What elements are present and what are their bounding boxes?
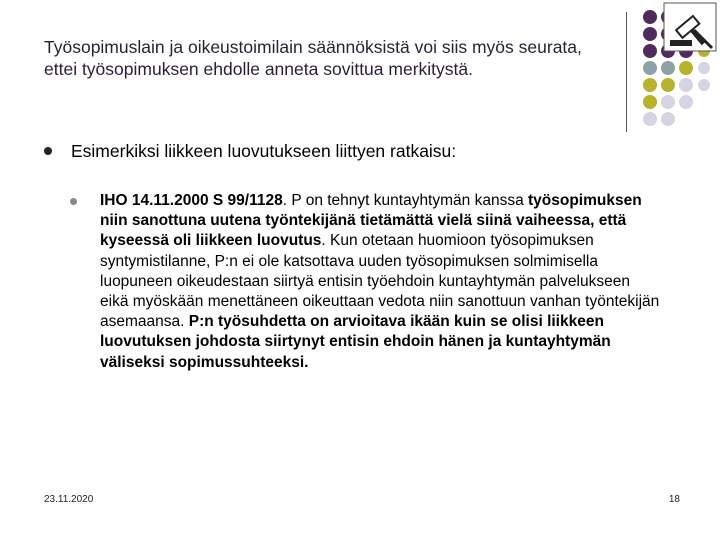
dot: [698, 79, 710, 91]
gavel-icon: [664, 3, 716, 52]
slide-title: Työsopimuslain ja oikeustoimilain säännöksistä voi siis myös seurata, ettei työsopimuksen ehdolle anneta sovittua merkitystä.: [44, 37, 582, 79]
dot: [661, 95, 675, 109]
case-text: . Kun otetaan huomioon työsopimuksen syntymistilanne, P:n ei ole katsottava uuden työsopimuksen solmimisella luopuneen oikeudestaan siirtyä entisin työehdoin kuntayhtymän palvelukseen eikä myöskään menettäneen oikeuttaan vedota niin sanottuun vanhan työntekijän asemaansa.: [100, 232, 660, 331]
dot: [679, 61, 693, 75]
dot: [643, 61, 657, 75]
dot: [661, 78, 675, 92]
bullet-marker: [44, 147, 52, 155]
page-number: 18: [668, 494, 680, 505]
case-emphasis: työsopimuksen niin sanottuna uutena työntekijänä tietämättä vielä siinä vaiheessa, että kyseessä oli liikkeen luovutus: [100, 192, 642, 250]
dot: [698, 62, 710, 74]
footer-date: 23.11.2020: [44, 494, 94, 505]
dot: [643, 112, 657, 126]
dot: [643, 10, 657, 24]
decorative-dot-grid: [0, 0, 720, 130]
dot: [643, 44, 657, 58]
bullet-level2-text: [100, 191, 660, 373]
case-conclusion: P:n työsuhdetta on arvioitava ikään kuin se olisi liikkeen luovutuksen johdosta siirtynyt entisin ehdoin hänen ja kuntayhtymän väliseksi sopimussuhteeksi.: [100, 313, 611, 371]
dot: [643, 78, 657, 92]
dot: [679, 95, 693, 109]
bullet-marker: [70, 198, 77, 205]
bullet-level1-text: Esimerkiksi liikkeen luovutukseen liittyen ratkaisu:: [71, 141, 457, 161]
dot: [661, 61, 675, 75]
dot: [643, 95, 657, 109]
case-text: . P on tehnyt kuntayhtymän kanssa: [282, 192, 528, 209]
dot: [643, 27, 657, 41]
case-reference: IHO 14.11.2000 S 99/1128: [100, 192, 283, 209]
dot: [679, 78, 693, 92]
dot: [661, 112, 675, 126]
